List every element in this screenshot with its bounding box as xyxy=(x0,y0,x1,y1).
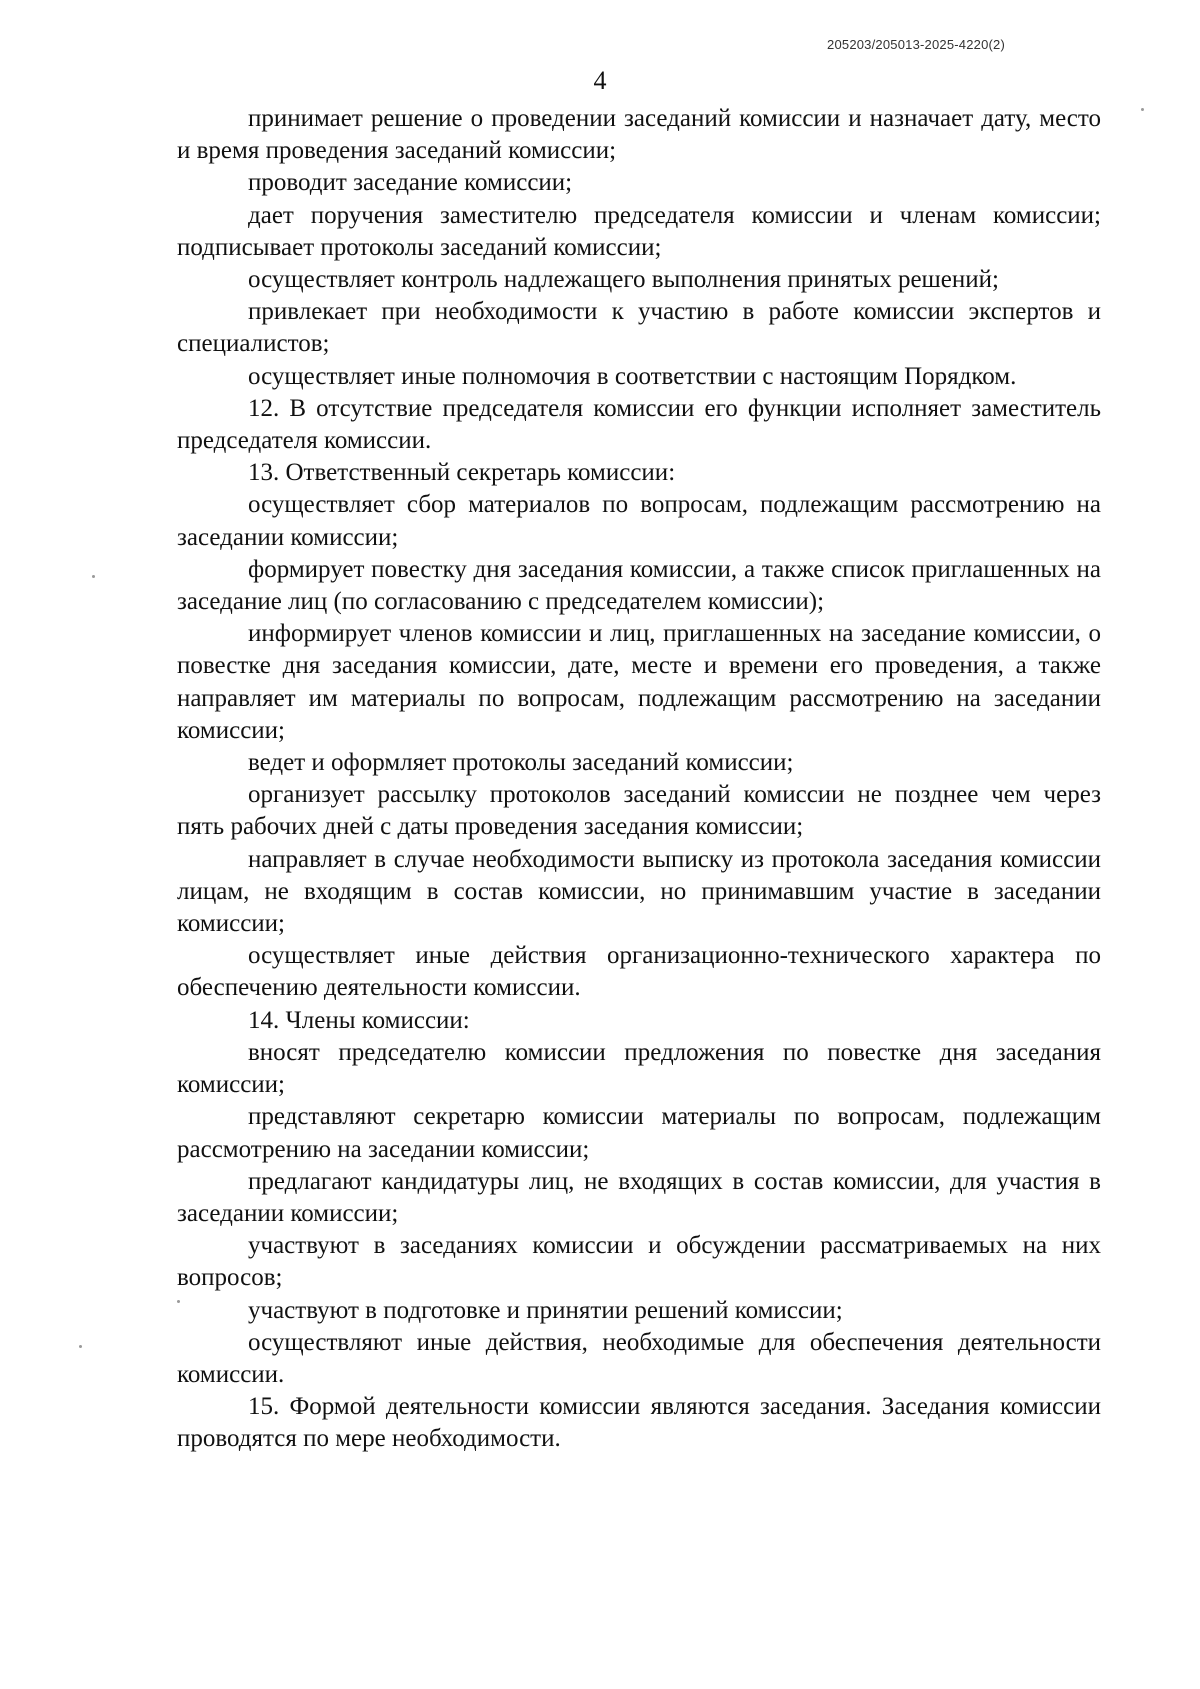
paragraph: предлагают кандидатуры лиц, не входящих в состав комиссии, для участия в заседании комиссии; xyxy=(177,1167,1101,1227)
page-number: 4 xyxy=(593,66,607,95)
paragraph: осуществляет иные полномочия в соответствии с настоящим Порядком. xyxy=(248,362,1017,390)
paragraph: проводит заседание комиссии; xyxy=(248,169,573,197)
scan-speck xyxy=(1141,108,1144,111)
paragraph: осуществляет иные действия организационно-технического характера по обеспечению деятельности комиссии. xyxy=(177,942,1101,1002)
paragraph: 14. Члены комиссии: xyxy=(248,1006,470,1034)
paragraph: представляют секретарю комиссии материалы по вопросам, подлежащим рассмотрению на заседании комиссии; xyxy=(177,1103,1101,1163)
document-registration-number: 205203/205013-2025-4220(2) xyxy=(827,37,1005,52)
paragraph: формирует повестку дня заседания комиссии, а также список приглашенных на заседание лиц (по согласованию с председателем комиссии); xyxy=(177,555,1101,616)
paragraph: ведет и оформляет протоколы заседаний комиссии; xyxy=(248,749,794,777)
paragraph: принимает решение о проведении заседаний комиссии и назначает дату, место и время проведения заседаний комиссии; xyxy=(177,105,1101,165)
paragraph: организует рассылку протоколов заседаний комиссии не позднее чем через пять рабочих дней с даты проведения заседания комиссии; xyxy=(177,781,1101,841)
paragraph: осуществляют иные действия, необходимые для обеспечения деятельности комиссии. xyxy=(177,1328,1101,1388)
paragraph: осуществляет сбор материалов по вопросам, подлежащим рассмотрению на заседании комиссии; xyxy=(177,491,1101,551)
scan-speck xyxy=(92,575,95,578)
paragraph: 12. В отсутствие председателя комиссии его функции исполняет заместитель председателя комиссии. xyxy=(177,394,1101,455)
paragraph: 13. Ответственный секретарь комиссии: xyxy=(248,459,676,487)
paragraph: направляет в случае необходимости выписку из протокола заседания комиссии лицам, не входящим в состав комиссии, но принимавшим участие в заседании комиссии; xyxy=(177,845,1101,938)
paragraph: вносят председателю комиссии предложения по повестке дня заседания комиссии; xyxy=(177,1038,1101,1099)
paragraph: дает поручения заместителю председателя комиссии и членам комиссии; подписывает протоколы заседаний комиссии; xyxy=(177,201,1101,261)
paragraph: участвуют в заседаниях комиссии и обсуждении рассматриваемых на них вопросов; xyxy=(177,1232,1101,1292)
scan-speck xyxy=(177,1300,180,1303)
document-body xyxy=(177,103,1101,1456)
scan-speck xyxy=(79,1345,82,1348)
paragraph: участвуют в подготовке и принятии решений комиссии; xyxy=(248,1296,843,1324)
paragraph: информирует членов комиссии и лиц, приглашенных на заседание комиссии, о повестке дня заседания комиссии, дате, месте и времени его проведения, а также направляет им материалы по вопросам, подлежащим рассмотрению на заседании комиссии; xyxy=(177,620,1101,744)
paragraph: осуществляет контроль надлежащего выполнения принятых решений; xyxy=(248,266,999,294)
paragraph: привлекает при необходимости к участию в работе комиссии экспертов и специалистов; xyxy=(177,298,1101,358)
paragraph: 15. Формой деятельности комиссии являются заседания. Заседания комиссии проводятся по мере необходимости. xyxy=(177,1393,1101,1453)
